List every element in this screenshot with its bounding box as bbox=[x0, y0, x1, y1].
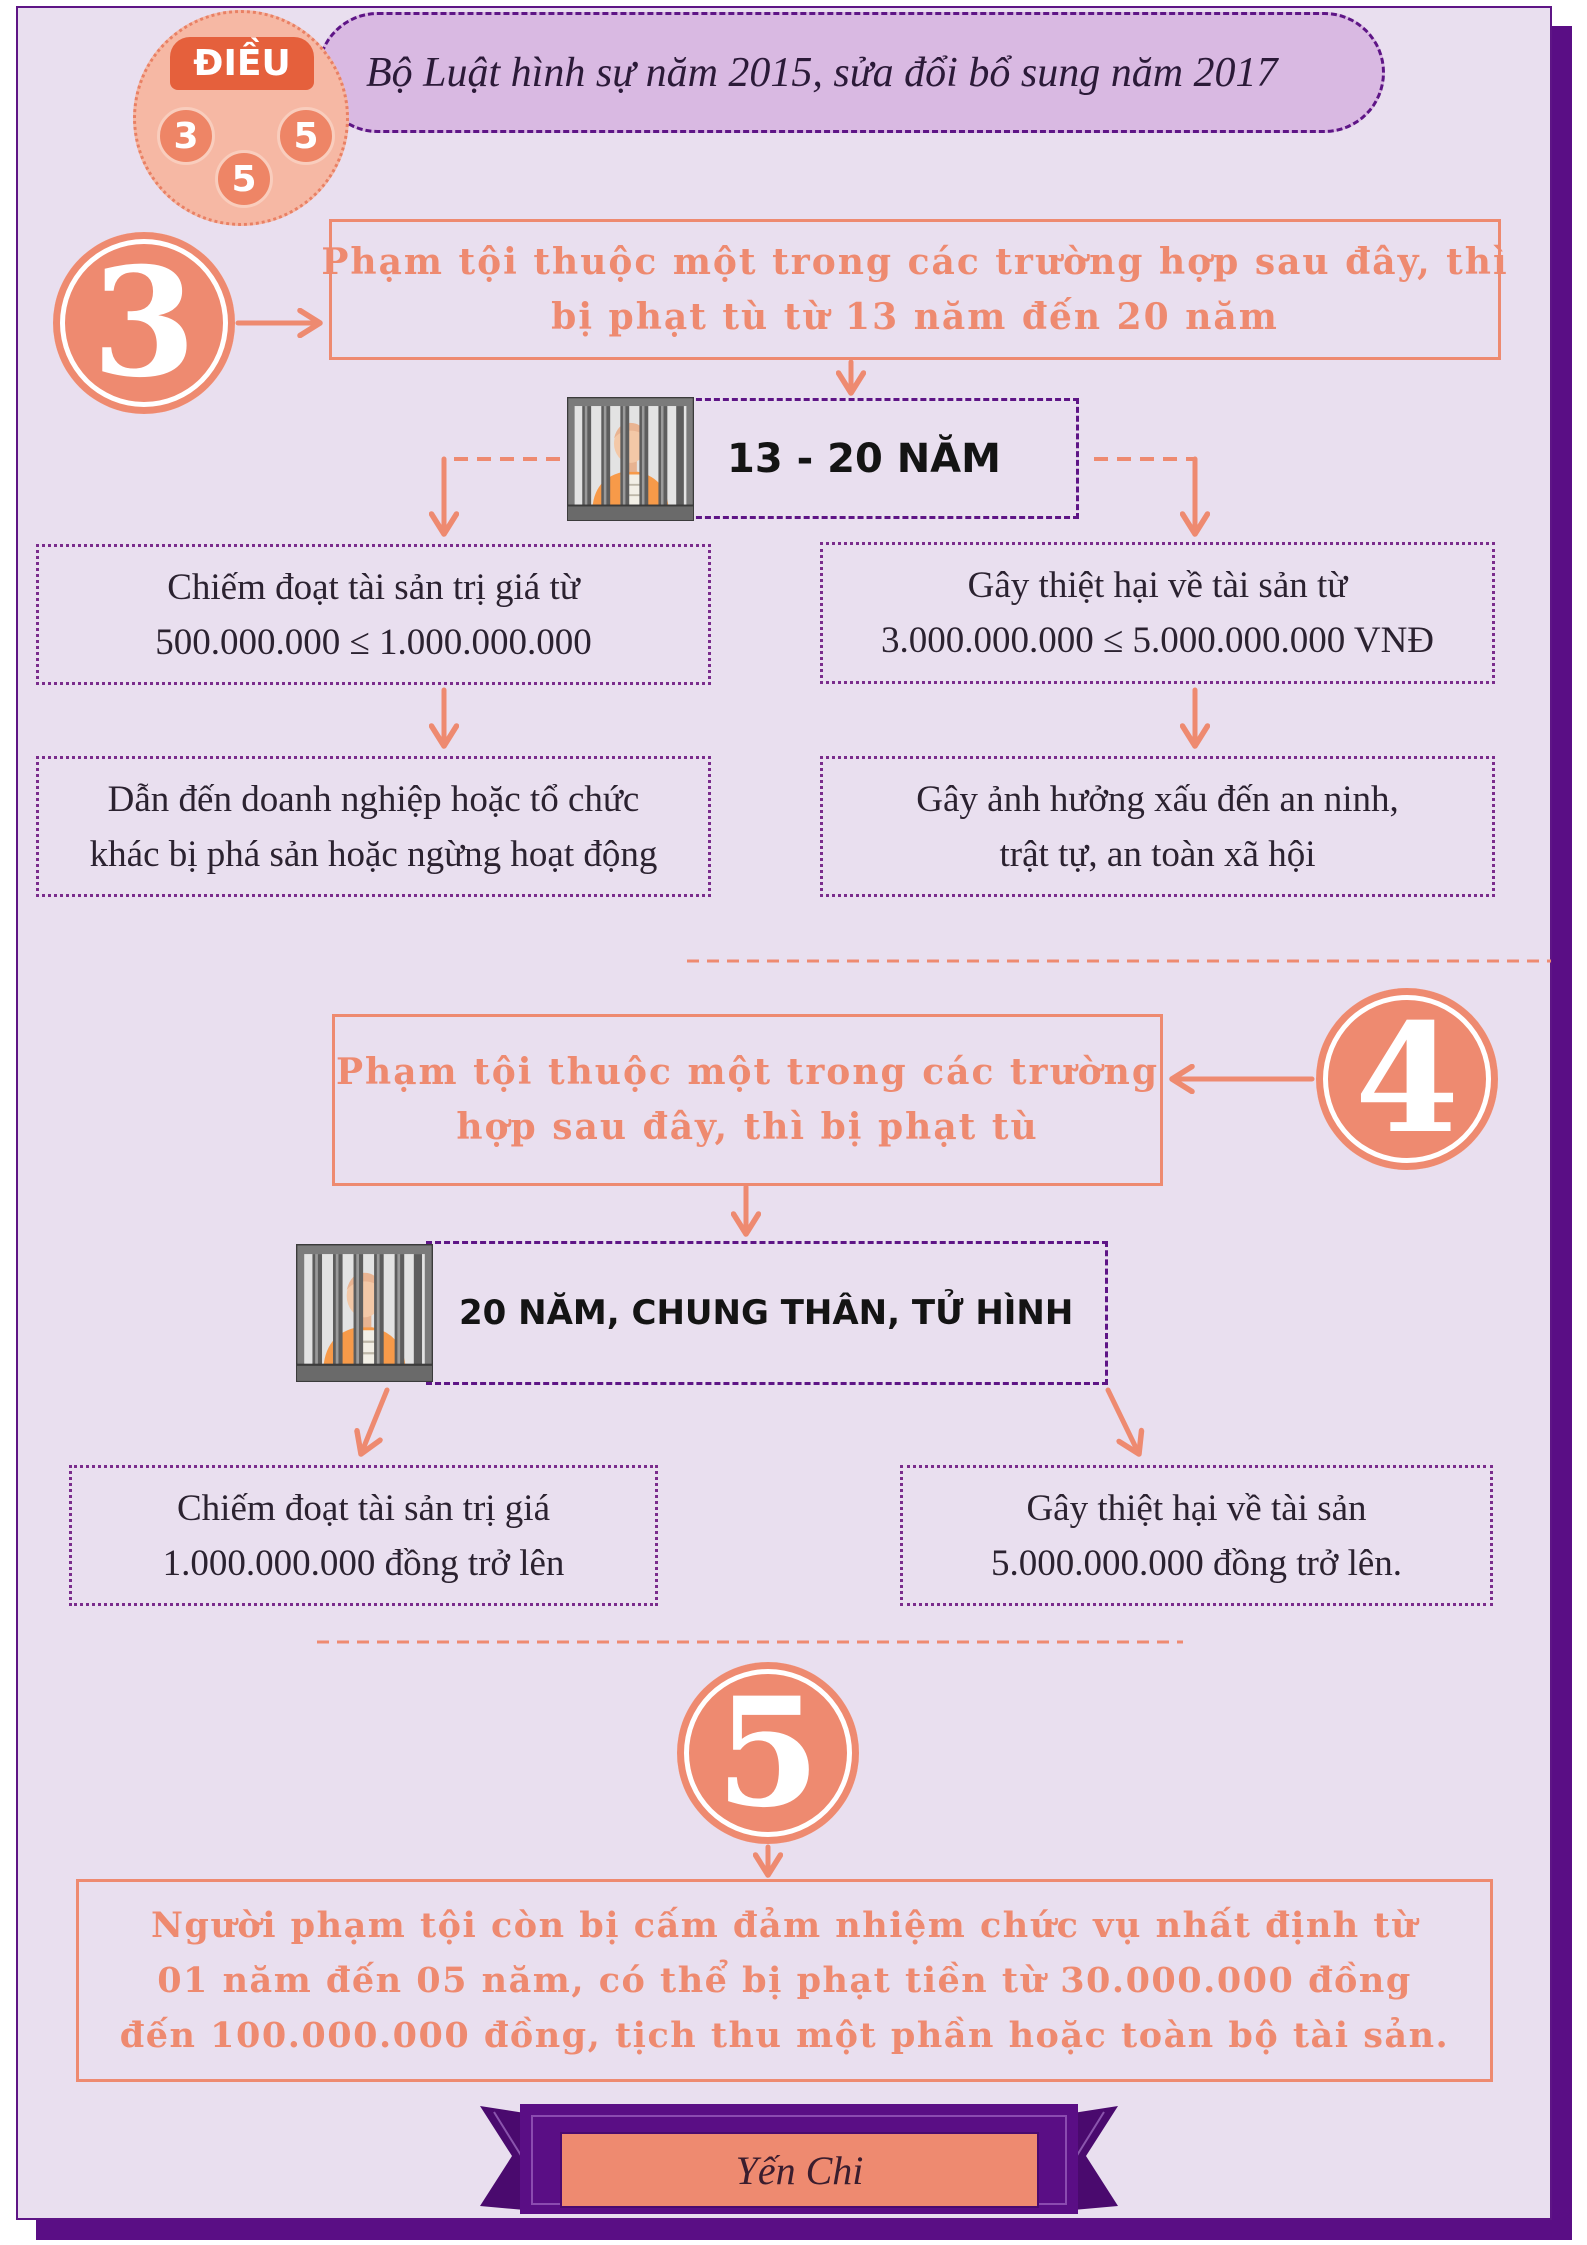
case-line: Gây ảnh hưởng xấu đến an ninh, bbox=[916, 778, 1399, 820]
footer-ribbon bbox=[480, 2098, 1118, 2216]
article-digit-2: 5 bbox=[215, 150, 273, 208]
case-line: Gây thiệt hại về tài sản bbox=[1026, 1487, 1367, 1529]
clause-3-number: 3 bbox=[53, 232, 235, 414]
case-line: Dẫn đến doanh nghiệp hoặc tổ chức bbox=[107, 778, 640, 820]
case-line: 3.000.000.000 ≤ 5.000.000.000 VNĐ bbox=[880, 620, 1435, 661]
case-embezzle-500m-to-1b bbox=[36, 544, 711, 685]
case-damage-over-5b bbox=[900, 1465, 1493, 1606]
clause-5-text-line-3: đến 100.000.000 đồng, tịch thu một phần hoặc toàn bộ tài sản. bbox=[119, 2015, 1450, 2056]
case-line: Chiếm đoạt tài sản trị giá bbox=[177, 1487, 550, 1529]
prisoner-behind-bars-icon bbox=[567, 397, 694, 521]
clause-4-heading bbox=[332, 1014, 1163, 1186]
clause-4-penalty-box bbox=[426, 1241, 1108, 1385]
clause-5-text-line-1: Người phạm tội còn bị cấm đảm nhiệm chức vụ nhất định từ bbox=[150, 1905, 1419, 1946]
clause-3-penalty-box bbox=[678, 398, 1079, 519]
case-damage-3b-to-5b bbox=[820, 542, 1495, 684]
clause-4-penalty: 20 NĂM, CHUNG THÂN, TỬ HÌNH bbox=[459, 1293, 1074, 1333]
prisoner-behind-bars-icon bbox=[296, 1244, 433, 1382]
case-line: 1.000.000.000 đồng trở lên bbox=[162, 1542, 565, 1584]
case-line: 500.000.000 ≤ 1.000.000.000 bbox=[155, 621, 592, 663]
clause-3-heading bbox=[321, 219, 1509, 360]
clause-4-heading-line-1: Phạm tội thuộc một trong các trường bbox=[335, 1051, 1160, 1093]
article-digit-3: 5 bbox=[277, 107, 335, 165]
case-embezzle-over-1b bbox=[69, 1465, 658, 1606]
case-business-bankruptcy bbox=[36, 756, 711, 897]
case-line: Gây thiệt hại về tài sản từ bbox=[967, 565, 1348, 606]
clause-3-heading-line-1: Phạm tội thuộc một trong các trường hợp sau đây, thì bbox=[321, 240, 1509, 283]
clause-5-number: 5 bbox=[677, 1662, 859, 1844]
clause-3-penalty: 13 - 20 NĂM bbox=[727, 435, 1001, 482]
case-line: trật tự, an toàn xã hội bbox=[999, 833, 1316, 875]
case-line: khác bị phá sản hoặc ngừng hoạt động bbox=[89, 833, 658, 875]
document-title: Bộ Luật hình sự năm 2015, sửa đổi bổ sung năm 2017 bbox=[317, 12, 1385, 133]
clause-4-heading-line-2: hợp sau đây, thì bị phạt tù bbox=[456, 1106, 1039, 1148]
case-line: 5.000.000.000 đồng trở lên. bbox=[990, 1542, 1403, 1584]
clause-3-heading-line-2: bị phạt tù từ 13 năm đến 20 năm bbox=[551, 295, 1279, 338]
article-badge-label: ĐIỀU bbox=[170, 37, 314, 90]
clause-5-text bbox=[76, 1879, 1493, 2082]
article-digit-1: 3 bbox=[157, 107, 215, 165]
article-badge bbox=[133, 10, 349, 226]
author-name: Yến Chi bbox=[560, 2132, 1039, 2208]
clause-4-number: 4 bbox=[1316, 988, 1498, 1170]
case-line: Chiếm đoạt tài sản trị giá từ bbox=[167, 566, 580, 608]
clause-5-text-line-2: 01 năm đến 05 năm, có thể bị phạt tiền từ 30.000.000 đồng bbox=[157, 1960, 1412, 2001]
case-public-order-impact bbox=[820, 756, 1495, 897]
